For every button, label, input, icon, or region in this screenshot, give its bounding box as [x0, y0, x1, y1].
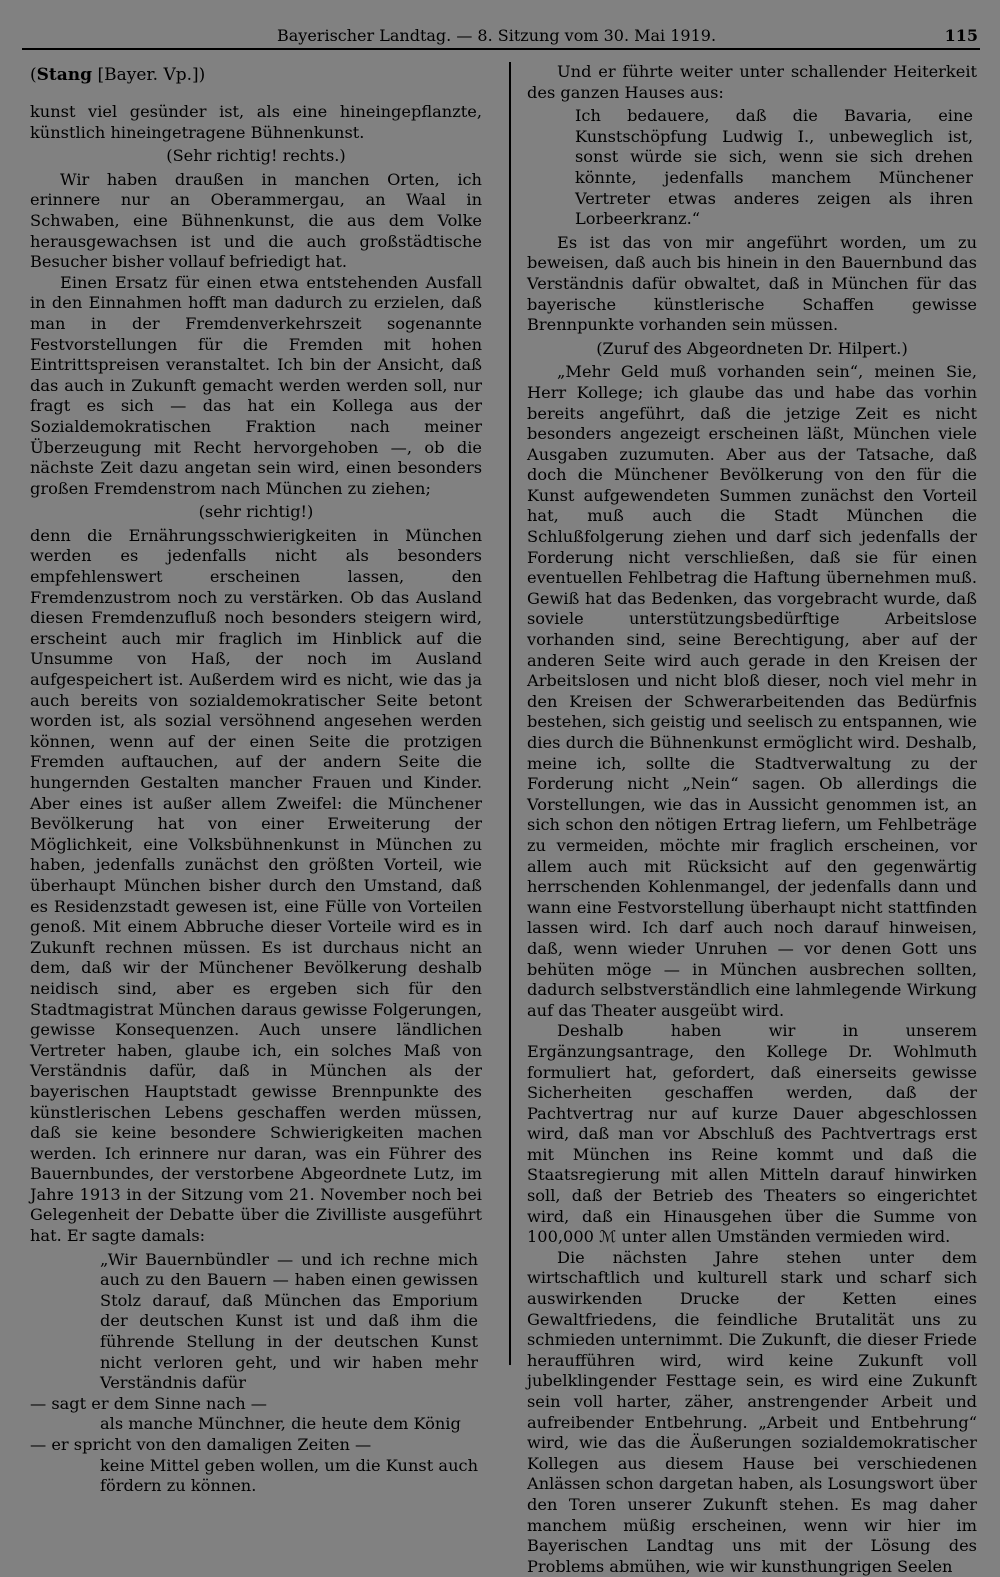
speaker-line: (Stang [Bayer. Vp.]) — [30, 65, 206, 85]
speaker-party: [Bayer. Vp.] — [97, 65, 199, 85]
block-quote: „Wir Bauernbündler — und ich rechne mich auch zu den Bauern — haben einen gewissen Stolz darauf, daß München das Emporium der deutschen Kunst ist und daß ihm die führende Stellung in der deutschen Kunst nicht verloren geht, und wir haben mehr Verständnis dafür — [100, 1249, 478, 1393]
aside-remark: — er spricht von den damaligen Zeiten — — [30, 1435, 372, 1454]
block-quote: als manche Münchner, die heute dem König — [100, 1414, 461, 1434]
paragraph: Die nächsten Jahre stehen unter dem wirtschaftlich und kulturell stark und scharf sich auswirkenden Drucke der Ketten eines Gewaltfriedens, die feindliche Brutalität uns zu schmieden unternimmt. Die Zukunft, die dieser Friede heraufführen wird, wird keine Zukunft voll jubelklingender Festtage sein, es wird eine Zukunft sein voll harter, zäher, anstrengender Arbeit und aufreibender Entbehrung. „Arbeit und Entbehrung“ wird, wie das die Äußerungen sozialdemokratischer Kollegen aus diesem Hause bei verschiedenen Anlässen schon dargetan haben, als Losungswort über den Toren unserer Zukunft stehen. Es mag daher manchem müßig erscheinen, wenn wir hier im Bayerischen Landtag uns mit der Lösung des Problems abmühen, wie wir kunsthungrigen Seelen — [527, 1247, 977, 1576]
paragraph: Und er führte weiter unter schallender Heiterkeit des ganzen Hauses aus: — [527, 62, 977, 102]
interjection: (Zuruf des Abgeordneten Dr. Hilpert.) — [596, 338, 908, 358]
interjection: (sehr richtig!) — [198, 502, 314, 522]
paragraph: Wir haben draußen in manchen Orten, ich erinnere nur an Oberammergau, an Waal in Schwaben, eine Bühnenkunst, die aus dem Volke herausgewachsen ist und die auch großstädtische Besucher bisher vollauf befriedigt hat. — [30, 169, 482, 272]
paragraph: Einen Ersatz für einen etwa entstehenden Ausfall in den Einnahmen hofft man dadurch zu erzielen, daß man in der Fremdenverkehrszeit sogenannte Festvorstellungen für die Fremden mit hohen Eintrittspreisen veranstaltet. Ich bin der Ansicht, daß das auch in Zukunft gemacht werden werden soll, nur fragt es sich — das hat ein Kollega aus der Sozialdemokratischen Fraktion nach meiner Überzeugung mit Recht hervorgehoben —, ob die nächste Zeit dazu angetan sein wird, einen besonders großen Fremdenstrom nach München zu ziehen; — [30, 272, 482, 498]
block-quote: Ich bedauere, daß die Bavaria, eine Kunstschöpfung Ludwig I., unbeweglich ist, sonst würde sie sich, wenn sie sich drehen könnte, jedenfalls manchem Münchener Vertreter etwas anderes zeigen als ihren Lorbeerkranz.“ — [575, 106, 973, 229]
aside-remark: — sagt er dem Sinne nach — — [30, 1393, 267, 1413]
column-divider — [509, 62, 511, 1365]
right-column — [527, 62, 977, 1577]
left-column — [30, 62, 482, 1497]
speaker-name: Stang — [36, 65, 93, 85]
page-number: 115 — [944, 26, 978, 45]
interjection: (Sehr richtig! rechts.) — [166, 146, 346, 166]
paragraph: Deshalb haben wir in unserem Ergänzungsantrage, den Kollege Dr. Wohlmuth formuliert hat, gefordert, daß einerseits gewisse Sicherheiten geschaffen werden, daß der Pachtvertrag nur auf kurze Dauer abgeschlossen wird, daß man vor Abschluß des Pachtvertrags erst mit München ins Reine kommt und daß die Staatsregierung mit allen Mitteln darauf hinwirken soll, daß der Betrieb des Theaters so eingerichtet wird, daß ein Hinausgehen über die Summe von 100,000 ℳ unter allen Umständen vermieden wird. — [527, 1021, 977, 1247]
paragraph: „Mehr Geld muß vorhanden sein“, meinen Sie, Herr Kollege; ich glaube das und habe das vorhin bereits angeführt, daß die jetzige Zeit es nicht besonders angezeigt erscheinen läßt, München viele Ausgaben zuzumuten. Aber aus der Tatsache, daß doch die Münchener Bevölkerung von den für die Kunst aufgewendeten Summen zunächst den Vorteil hat, muß auch die Stadt München die Schlußfolgerung ziehen und darf sich jedenfalls der Forderung nicht verschließen, daß sie für einen eventuellen Fehlbetrag die Haftung übernehmen muß. Gewiß hat das Bedenken, das vorgebracht wurde, daß soviele unterstützungsbedürftige Arbeitslose vorhanden sind, seine Berechtigung, aber auf der anderen Seite wird auch gerade in den Kreisen der Arbeitslosen und nicht bloß dieser, noch viel mehr in den Kreisen der Schwerarbeitenden das Bedürfnis bestehen, sich geistig und seelisch zu entspannen, wie dies durch die Bühnenkunst ermöglicht wird. Deshalb, meine ich, sollte die Stadtverwaltung zu der Forderung nicht „Nein“ sagen. Ob allerdings die Vorstellungen, wie das in Aussicht genommen ist, an sich schon den nötigen Ertrag liefern, um Fehlbeträge zu vermeiden, möchte mir fraglich erscheinen, vor allem auch mit Rücksicht auf den gegenwärtig herrschenden Kohlenmangel, der jedenfalls dann und wann eine Festvorstellung überhaupt nicht stattfinden lassen wird. Ich darf auch noch darauf hinweisen, daß, wenn wieder Unruhen — vor denen Gott uns behüten möge — in München ausbrechen sollten, dadurch selbstverständlich eine lahmlegende Wirkung auf das Theater ausgeübt wird. — [527, 362, 977, 1020]
block-quote: keine Mittel geben wollen, um die Kunst auch fördern zu können. — [100, 1455, 478, 1496]
paragraph: denn die Ernährungsschwierigkeiten in München werden es jedenfalls nicht als besonders empfehlenswert erscheinen lassen, den Fremdenzustrom noch zu verstärken. Ob das Ausland diesen Fremdenzufluß noch besonders steigern wird, erscheint auch mir fraglich im Hinblick auf die Unsumme von Haß, der noch im Ausland aufgespeichert ist. Außerdem wird es nicht, wie das ja auch bereits von sozialdemokratischer Seite betont worden ist, als sozial versöhnend angesehen werden können, wenn auf der einen Seite die protzigen Fremden auftauchen, auf der andern Seite die hungernden Gestalten mancher Frauen und Kinder. Aber eines ist außer allem Zweifel: die Münchener Bevölkerung hat von einer Erweiterung der Möglichkeit, eine Volksbühnenkunst in München zu haben, jedenfalls zunächst den größten Vorteil, wie überhaupt München bisher durch den Umstand, daß es Residenzstadt gewesen ist, eine Fülle von Vorteilen genoß. Mit einem Abbruche dieser Vorteile wird es in Zukunft rechnen müssen. Es ist durchaus nicht an dem, daß wir der Münchener Bevölkerung deshalb neidisch sind, aber es ergeben sich für den Stadtmagistrat München daraus gewisse Folgerungen, gewisse Konsequenzen. Auch unsere ländlichen Vertreter haben, glaube ich, ein solches Maß von Verständnis dafür, daß in München als der bayerischen Hauptstadt gewisse Brennpunkte des künstlerischen Lebens geschaffen werden müssen, daß sie keine besondere Schwierigkeiten machen werden. Ich erinnere nur daran, was ein Führer des Bauernbundes, der verstorbene Abgeordnete Lutz, im Jahre 1913 in der Sitzung vom 21. November noch bei Gelegenheit der Debatte über die Zivilliste ausgeführt hat. Er sagte damals: — [30, 525, 482, 1246]
paragraph: kunst viel gesünder ist, als eine hineingepflanzte, künstlich hineingetragene Bühnenkunst. — [30, 102, 482, 142]
paragraph: Es ist das von mir angeführt worden, um zu beweisen, daß auch bis hinein in den Bauernbund das Verständnis dafür obwaltet, daß in München für das bayerische künstlerische Schaffen gewisse Brennpunkte vorhanden sein müssen. — [527, 232, 977, 335]
page-header — [22, 26, 980, 50]
running-title: Bayerischer Landtag. — 8. Sitzung vom 30. Mai 1919. — [277, 26, 717, 45]
